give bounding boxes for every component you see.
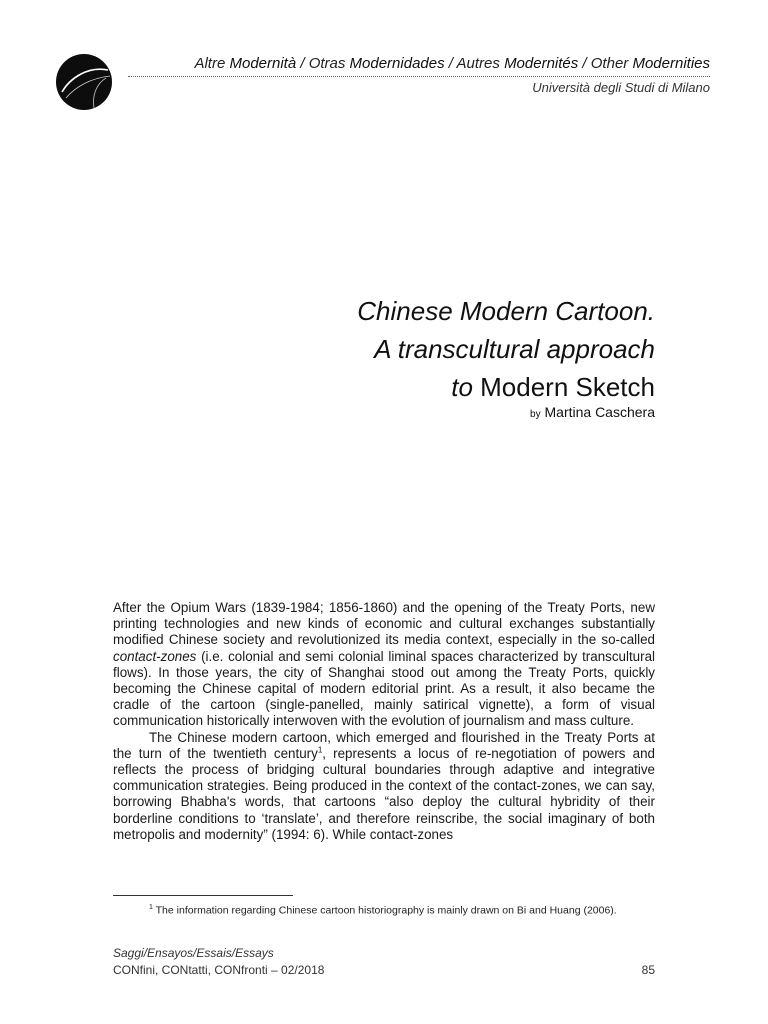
author-byline [530, 404, 655, 420]
header-divider [128, 76, 710, 77]
byline-prefix: by [530, 409, 541, 420]
footnote-marker: 1 [149, 904, 153, 911]
article-title [357, 292, 655, 406]
journal-title-part: / Other Modernities [578, 55, 710, 72]
title-line-3: to Modern Sketch [451, 372, 655, 402]
footnote-text: The information regarding Chinese cartoon historiography is mainly drawn on Bi and Huang (2006). [152, 904, 617, 917]
body-paragraph-2: The Chinese modern cartoon, which emerged and flourished in the Treaty Ports at the turn of the twentieth century$^1$, represents a locus of re-negotiation of powers and reflects the process of bridging cultural boundaries through adaptive and integrative communication strategies. Being produced in the context of the contact-zones, we can say, borrowing Bhabha's words, that cartoons “also deploy the cultural hybridity of their borderline conditions to ‘translate’, and therefore reinscribe, the social imaginary of both metropolis and modernity” (1994: 6). While contact-zones [113, 729, 656, 842]
author-name: Martina Caschera [540, 404, 655, 420]
university-name: Università degli Studi di Milano [532, 80, 710, 95]
body-paragraph-1: After the Opium Wars (1839-1984; 1856-1860) and the opening of the Treaty Ports, new printing technologies and new kinds of economic and cultural exchanges substantially modified Chinese society and revolutionized its media context, especially in the so-called contact-zones (i.e. colonial and semi colonial liminal spaces characterized by transcultural flows). In those years, the city of Shanghai stood out among the Treaty Ports, quickly becoming the Chinese capital of modern editorial print. As a result, it also became the cradle of the cartoon (single-panelled, mainly satirical vignette), a form of visual communication historically interwoven with the evolution of journalism and mass culture. [113, 600, 655, 729]
title-line-1: Chinese Modern Cartoon. [357, 296, 655, 326]
footnote-divider [113, 895, 293, 896]
footer-section-label: Saggi/Ensayos/Essais/Essays [113, 946, 274, 960]
journal-title [194, 55, 710, 72]
article-body [113, 600, 655, 843]
page-number: 85 [641, 963, 655, 977]
journal-logo-icon [54, 52, 114, 112]
footnote-reference[interactable]: 1 [317, 745, 323, 755]
journal-title-part: / Otras Modernidades [296, 55, 445, 72]
journal-title-part: Altre Modernità [194, 55, 297, 72]
journal-title-part: / Autres Modernités [444, 55, 579, 72]
footer-journal-issue: CONfini, CONtatti, CONfronti – 02/2018 [113, 963, 325, 977]
title-line-2: A transcultural approach [374, 334, 655, 364]
footnote [113, 901, 655, 918]
